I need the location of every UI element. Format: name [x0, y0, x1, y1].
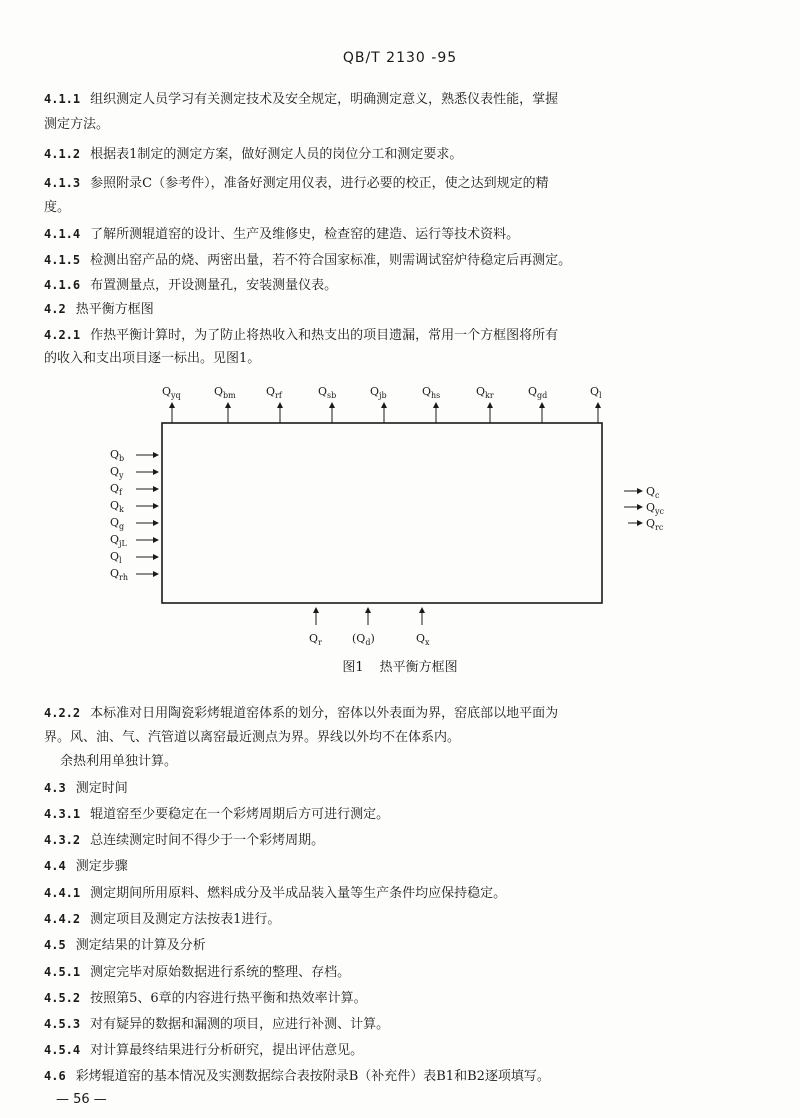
label-q-l-left: $Q_l$: [110, 550, 122, 565]
paragraph-number: 4.4.1: [44, 886, 81, 900]
paragraph-text: 测定步骤: [75, 859, 128, 874]
label-q-r: $Q_r$: [309, 632, 322, 647]
label-q-y: $Q_y$: [110, 465, 124, 480]
paragraph-number: 4.5: [44, 938, 66, 952]
paragraph-text: 测定时间: [75, 781, 128, 796]
paragraph-number: 4.1.5: [44, 253, 81, 267]
label-q-b: $Q_b$: [110, 448, 125, 463]
figure-caption: [0, 656, 800, 675]
paragraph-text: 总连续测定时间不得少于一个彩烤周期。: [90, 833, 325, 848]
label-q-jb: $Q_{jb}$: [370, 385, 387, 400]
paragraph-4-2-1: [44, 326, 764, 345]
paragraph-continuation: 的收入和支出项目逐一标出。见图1。: [44, 351, 261, 366]
paragraph-number: 4.4: [44, 859, 66, 873]
figure-number: 图1: [342, 660, 364, 675]
paragraph-4-4-1: [44, 884, 764, 903]
paragraph-text: 按照第5、6章的内容进行热平衡和热效率计算。: [90, 991, 367, 1006]
figure-title: 热平衡方框图: [379, 660, 458, 675]
label-q-sb: $Q_{sb}$: [318, 385, 337, 400]
right-outputs: [624, 485, 665, 532]
paragraph-text: 检测出窑产品的烧、两密出量，若不符合国家标准，则需调试窑炉待稳定后再测定。: [90, 253, 572, 268]
paragraph-4-2-2: [44, 704, 764, 723]
paragraph-continuation: 测定方法。: [44, 117, 110, 132]
paragraph-number: 4.5.3: [44, 1017, 81, 1031]
section-heading-4-3: [44, 779, 764, 798]
label-q-gd: $Q_{gd}$: [528, 385, 548, 400]
paragraph-4-6: [44, 1067, 764, 1086]
paragraph-number: 4.4.2: [44, 912, 81, 926]
paragraph-number: 4.1.3: [44, 176, 81, 190]
label-q-yc: $Q_{yc}$: [646, 501, 665, 516]
section-heading-4-5: [44, 936, 764, 955]
paragraph-4-1-6: [44, 276, 764, 295]
section-heading-4-2: [44, 300, 764, 319]
paragraph-text: 彩烤辊道窑的基本情况及实测数据综合表按附录B（补充件）表B1和B2逐项填写。: [75, 1069, 550, 1084]
paragraph-text: 测定项目及测定方法按表1进行。: [90, 912, 281, 927]
paragraph-4-5-3: [44, 1015, 764, 1034]
paragraph-4-1-2: [44, 145, 764, 164]
paragraph-number: 4.3.2: [44, 833, 81, 847]
diagram-box: [162, 423, 602, 603]
label-q-kr: $Q_{kr}$: [476, 385, 494, 400]
paragraph-number: 4.5.4: [44, 1043, 81, 1057]
paragraph-text: 布置测量点，开设测量孔，安装测量仪表。: [90, 278, 338, 293]
paragraph-number: 4.3.1: [44, 807, 81, 821]
top-inputs: [162, 385, 602, 423]
paragraph-number: 4.2.1: [44, 328, 81, 342]
page-header: QB/T 2130 -95: [342, 50, 458, 66]
label-q-l: $Q_l$: [590, 385, 602, 400]
paragraph-4-5-1: [44, 963, 764, 982]
paragraph-waste-heat: 余热利用单独计算。: [60, 754, 178, 769]
paragraph-4-5-4: [44, 1041, 764, 1060]
heat-balance-diagram: [0, 370, 800, 660]
paragraph-continuation: 界。风、油、气、汽管道以离窑最近测点为界。界线以外均不在体系内。: [44, 730, 461, 745]
paragraph-4-1-5: [44, 251, 764, 270]
label-q-c: $Q_c$: [646, 485, 660, 500]
paragraph-text: 组织测定人员学习有关测定技术及安全规定，明确测定意义，熟悉仪表性能，掌握: [90, 92, 559, 107]
paragraph-number: 4.3: [44, 781, 66, 795]
label-q-bm: $Q_{bm}$: [214, 385, 236, 400]
label-q-jl: $Q_{jL}$: [110, 533, 127, 548]
paragraph-text: 了解所测辊道窑的设计、生产及维修史，检查窑的建造、运行等技术资料。: [90, 227, 520, 242]
label-q-k: $Q_k$: [110, 499, 124, 514]
paragraph-4-3-2: [44, 831, 764, 850]
label-q-hs: $Q_{hs}$: [422, 385, 441, 400]
paragraph-4-1-3: [44, 174, 764, 193]
paragraph-text: 参照附录C（参考件），准备好测定用仪表，进行必要的校正，使之达到规定的精: [90, 176, 549, 191]
label-q-f: $Q_f$: [110, 482, 122, 497]
paragraph-text: 测定结果的计算及分析: [75, 938, 206, 953]
paragraph-4-5-2: [44, 989, 764, 1008]
paragraph-4-3-1: [44, 805, 764, 824]
paragraph-number: 4.1.2: [44, 147, 81, 161]
label-q-rh: $Q_{rh}$: [110, 567, 129, 582]
paragraph-text: 热平衡方框图: [75, 302, 154, 317]
paragraph-text: 作热平衡计算时，为了防止将热收入和热支出的项目遗漏，常用一个方框图将所有: [90, 328, 559, 343]
paragraph-4-1-4: [44, 225, 764, 244]
paragraph-number: 4.1.6: [44, 278, 81, 292]
paragraph-4-1-1: [44, 90, 764, 109]
paragraph-number: 4.2: [44, 302, 66, 316]
paragraph-text: 对计算最终结果进行分析研究，提出评估意见。: [90, 1043, 364, 1058]
label-q-d: $(Q_d)$: [352, 632, 375, 647]
section-heading-4-4: [44, 857, 764, 876]
paragraph-text: 测定期间所用原料、燃料成分及半成品装入量等生产条件均应保持稳定。: [90, 886, 507, 901]
paragraph-text: 测定完毕对原始数据进行系统的整理、存档。: [90, 965, 351, 980]
paragraph-number: 4.2.2: [44, 706, 81, 720]
paragraph-number: 4.1.4: [44, 227, 81, 241]
label-q-g: $Q_g$: [110, 516, 125, 531]
label-q-x: $Q_x$: [416, 632, 430, 647]
paragraph-number: 4.5.2: [44, 991, 81, 1005]
page-number: — 56 —: [56, 1092, 107, 1107]
label-q-rc: $Q_{rc}$: [646, 517, 664, 532]
label-q-yq: $Q_{yq}$: [162, 385, 181, 400]
paragraph-number: 4.5.1: [44, 965, 81, 979]
paragraph-text: 辊道窑至少要稳定在一个彩烤周期后方可进行测定。: [90, 807, 390, 822]
label-q-rf: $Q_{rf}$: [266, 385, 282, 400]
paragraph-text: 根据表1制定的测定方案，做好测定人员的岗位分工和测定要求。: [90, 147, 463, 162]
paragraph-continuation: 度。: [44, 200, 71, 215]
paragraph-text: 本标准对日用陶瓷彩烤辊道窑体系的划分，窑体以外表面为界，窑底部以地平面为: [90, 706, 559, 721]
paragraph-number: 4.6: [44, 1069, 66, 1083]
left-inputs: [110, 448, 158, 582]
paragraph-text: 对有疑异的数据和漏测的项目，应进行补测、计算。: [90, 1017, 390, 1032]
paragraph-4-4-2: [44, 910, 764, 929]
bottom-outputs: [309, 608, 430, 647]
paragraph-number: 4.1.1: [44, 92, 81, 106]
